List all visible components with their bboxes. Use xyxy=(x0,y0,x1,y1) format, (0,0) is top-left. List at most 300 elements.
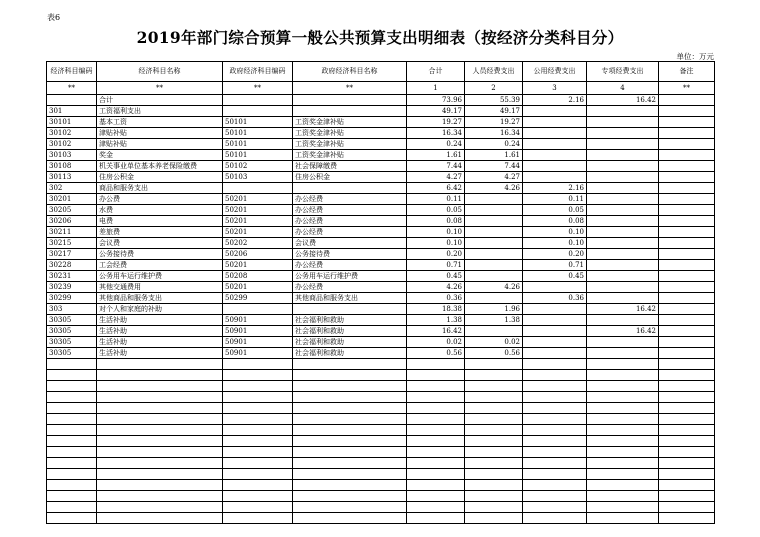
gov-name-cell: 会议费 xyxy=(293,238,407,249)
empty-cell xyxy=(293,513,407,524)
gov-code-cell: 50299 xyxy=(223,293,293,304)
empty-cell xyxy=(659,469,715,480)
empty-cell xyxy=(659,458,715,469)
empty-cell xyxy=(97,370,223,381)
gov-name-cell: 公务用车运行维护费 xyxy=(293,271,407,282)
empty-cell xyxy=(465,425,523,436)
empty-cell xyxy=(523,359,587,370)
empty-cell xyxy=(587,392,659,403)
personnel-cell: 49.17 xyxy=(465,106,523,117)
col-header-note: 备注 xyxy=(659,62,715,82)
public-cell xyxy=(523,348,587,359)
unit-label: 单位：万元 xyxy=(676,52,714,61)
econ-code-cell: 30113 xyxy=(47,172,97,183)
note-cell xyxy=(659,117,715,128)
econ-name-cell: 基本工资 xyxy=(97,117,223,128)
special-cell xyxy=(587,315,659,326)
table-row xyxy=(47,227,715,238)
empty-row xyxy=(47,359,715,370)
note-cell xyxy=(659,106,715,117)
empty-cell xyxy=(523,381,587,392)
total-cell: 0.36 xyxy=(407,293,465,304)
special-cell xyxy=(587,117,659,128)
special-cell xyxy=(587,249,659,260)
empty-cell xyxy=(587,403,659,414)
econ-code-cell: 30305 xyxy=(47,337,97,348)
total-cell: 18.38 xyxy=(407,304,465,315)
empty-cell xyxy=(223,359,293,370)
econ-name-cell: 会议费 xyxy=(97,238,223,249)
special-cell xyxy=(587,238,659,249)
note-cell xyxy=(659,326,715,337)
public-cell: 0.20 xyxy=(523,249,587,260)
gov-code-cell: 50201 xyxy=(223,194,293,205)
empty-row xyxy=(47,392,715,403)
total-cell: 4.26 xyxy=(407,282,465,293)
econ-code-cell: 30228 xyxy=(47,260,97,271)
empty-cell xyxy=(523,491,587,502)
econ-name-cell: 工会经费 xyxy=(97,260,223,271)
empty-cell xyxy=(659,480,715,491)
total-cell: 7.44 xyxy=(407,161,465,172)
econ-code-cell xyxy=(47,95,97,106)
econ-code-cell: 301 xyxy=(47,106,97,117)
expenditure-table xyxy=(46,61,715,524)
public-cell xyxy=(523,150,587,161)
econ-code-cell: 30217 xyxy=(47,249,97,260)
empty-cell xyxy=(223,469,293,480)
econ-code-cell: 30101 xyxy=(47,117,97,128)
empty-cell xyxy=(223,392,293,403)
public-cell xyxy=(523,326,587,337)
empty-cell xyxy=(465,359,523,370)
empty-cell xyxy=(97,458,223,469)
econ-name-cell: 商品和服务支出 xyxy=(97,183,223,194)
empty-cell xyxy=(223,447,293,458)
empty-cell xyxy=(293,414,407,425)
table-row xyxy=(47,216,715,227)
empty-cell xyxy=(659,414,715,425)
total-cell: 49.17 xyxy=(407,106,465,117)
personnel-cell: 0.56 xyxy=(465,348,523,359)
empty-cell xyxy=(97,502,223,513)
empty-cell xyxy=(587,359,659,370)
public-cell xyxy=(523,128,587,139)
empty-cell xyxy=(97,480,223,491)
personnel-cell xyxy=(465,293,523,304)
empty-cell xyxy=(47,491,97,502)
empty-cell xyxy=(407,469,465,480)
empty-cell xyxy=(293,403,407,414)
gov-code-cell: 50102 xyxy=(223,161,293,172)
empty-cell xyxy=(47,469,97,480)
gov-name-cell: 社会保障缴费 xyxy=(293,161,407,172)
econ-code-cell: 30215 xyxy=(47,238,97,249)
empty-row xyxy=(47,469,715,480)
special-cell xyxy=(587,216,659,227)
empty-cell xyxy=(523,425,587,436)
empty-cell xyxy=(523,414,587,425)
econ-code-cell: 30102 xyxy=(47,128,97,139)
note-cell xyxy=(659,271,715,282)
empty-row xyxy=(47,491,715,502)
public-cell: 0.45 xyxy=(523,271,587,282)
empty-cell xyxy=(587,414,659,425)
empty-cell xyxy=(223,425,293,436)
personnel-cell: 7.44 xyxy=(465,161,523,172)
empty-cell xyxy=(659,502,715,513)
gov-name-cell: 社会福利和救助 xyxy=(293,337,407,348)
table-row xyxy=(47,128,715,139)
personnel-cell: 4.26 xyxy=(465,183,523,194)
empty-cell xyxy=(293,502,407,513)
empty-cell xyxy=(47,447,97,458)
special-cell xyxy=(587,161,659,172)
note-cell xyxy=(659,304,715,315)
col-header-total: 合计 xyxy=(407,62,465,82)
empty-row xyxy=(47,480,715,491)
total-cell: 0.20 xyxy=(407,249,465,260)
total-cell: 0.71 xyxy=(407,260,465,271)
table-row xyxy=(47,238,715,249)
public-cell xyxy=(523,337,587,348)
marker-cell: ** xyxy=(47,82,97,95)
public-cell xyxy=(523,161,587,172)
gov-code-cell: 50101 xyxy=(223,139,293,150)
empty-cell xyxy=(293,480,407,491)
empty-cell xyxy=(97,392,223,403)
empty-cell xyxy=(587,513,659,524)
empty-cell xyxy=(465,458,523,469)
col-header-econ-code: 经济科目编码 xyxy=(47,62,97,82)
gov-name-cell: 社会福利和救助 xyxy=(293,348,407,359)
empty-cell xyxy=(97,414,223,425)
econ-code-cell: 30102 xyxy=(47,139,97,150)
empty-row xyxy=(47,381,715,392)
total-cell: 1.38 xyxy=(407,315,465,326)
empty-cell xyxy=(587,491,659,502)
personnel-cell xyxy=(465,271,523,282)
econ-code-cell: 30103 xyxy=(47,150,97,161)
empty-cell xyxy=(523,480,587,491)
total-cell: 0.05 xyxy=(407,205,465,216)
gov-name-cell: 其他商品和服务支出 xyxy=(293,293,407,304)
public-cell: 2.16 xyxy=(523,183,587,194)
gov-name-cell: 工资奖金津补贴 xyxy=(293,128,407,139)
special-cell xyxy=(587,150,659,161)
group-row xyxy=(47,183,715,194)
total-cell: 0.56 xyxy=(407,348,465,359)
empty-cell xyxy=(407,491,465,502)
empty-cell xyxy=(523,392,587,403)
empty-cell xyxy=(587,458,659,469)
econ-code-cell: 30201 xyxy=(47,194,97,205)
econ-name-cell: 合计 xyxy=(97,95,223,106)
col-header-special: 专项经费支出 xyxy=(587,62,659,82)
econ-name-cell: 机关事业单位基本养老保险缴费 xyxy=(97,161,223,172)
econ-name-cell: 公务用车运行维护费 xyxy=(97,271,223,282)
econ-name-cell: 对个人和家庭的补助 xyxy=(97,304,223,315)
total-row xyxy=(47,95,715,106)
marker-cell: 1 xyxy=(407,82,465,95)
empty-cell xyxy=(293,359,407,370)
col-header-gov-code: 政府经济科目编码 xyxy=(223,62,293,82)
empty-cell xyxy=(223,403,293,414)
empty-cell xyxy=(465,403,523,414)
personnel-cell: 55.39 xyxy=(465,95,523,106)
table-row xyxy=(47,172,715,183)
econ-name-cell: 其他交通费用 xyxy=(97,282,223,293)
gov-code-cell: 50201 xyxy=(223,216,293,227)
public-cell: 0.11 xyxy=(523,194,587,205)
table-row xyxy=(47,205,715,216)
sheet-label: 表6 xyxy=(47,13,61,22)
gov-code-cell: 50101 xyxy=(223,128,293,139)
table-row xyxy=(47,161,715,172)
empty-cell xyxy=(293,469,407,480)
personnel-cell: 16.34 xyxy=(465,128,523,139)
public-cell xyxy=(523,117,587,128)
empty-cell xyxy=(407,425,465,436)
special-cell xyxy=(587,282,659,293)
gov-code-cell xyxy=(223,106,293,117)
marker-cell: 4 xyxy=(587,82,659,95)
empty-cell xyxy=(97,436,223,447)
econ-code-cell: 30108 xyxy=(47,161,97,172)
empty-cell xyxy=(47,403,97,414)
empty-cell xyxy=(97,469,223,480)
econ-name-cell: 工资福利支出 xyxy=(97,106,223,117)
empty-cell xyxy=(587,502,659,513)
empty-cell xyxy=(223,436,293,447)
empty-cell xyxy=(659,403,715,414)
special-cell xyxy=(587,139,659,150)
total-cell: 19.27 xyxy=(407,117,465,128)
page-title: 2019年部门综合预算一般公共预算支出明细表（按经济分类科目分） xyxy=(136,28,624,47)
special-cell xyxy=(587,172,659,183)
personnel-cell: 4.26 xyxy=(465,282,523,293)
total-cell: 16.42 xyxy=(407,326,465,337)
empty-cell xyxy=(465,502,523,513)
empty-cell xyxy=(293,381,407,392)
gov-code-cell: 50901 xyxy=(223,326,293,337)
empty-cell xyxy=(407,513,465,524)
empty-cell xyxy=(97,381,223,392)
note-cell xyxy=(659,282,715,293)
gov-code-cell: 50901 xyxy=(223,348,293,359)
col-header-econ-name: 经济科目名称 xyxy=(97,62,223,82)
gov-name-cell: 社会福利和救助 xyxy=(293,315,407,326)
table-row xyxy=(47,293,715,304)
empty-cell xyxy=(223,370,293,381)
econ-name-cell: 水费 xyxy=(97,205,223,216)
personnel-cell xyxy=(465,227,523,238)
empty-cell xyxy=(465,469,523,480)
special-cell: 16.42 xyxy=(587,95,659,106)
empty-cell xyxy=(47,480,97,491)
empty-cell xyxy=(407,359,465,370)
public-cell xyxy=(523,139,587,150)
table-row xyxy=(47,326,715,337)
total-cell: 0.10 xyxy=(407,227,465,238)
empty-row xyxy=(47,403,715,414)
table-row xyxy=(47,249,715,260)
personnel-cell: 1.61 xyxy=(465,150,523,161)
empty-cell xyxy=(293,370,407,381)
gov-name-cell: 办公经费 xyxy=(293,216,407,227)
empty-cell xyxy=(587,436,659,447)
econ-name-cell: 津贴补贴 xyxy=(97,128,223,139)
marker-cell: ** xyxy=(659,82,715,95)
econ-name-cell: 其他商品和服务支出 xyxy=(97,293,223,304)
special-cell xyxy=(587,194,659,205)
econ-code-cell: 30305 xyxy=(47,348,97,359)
empty-cell xyxy=(407,414,465,425)
empty-cell xyxy=(47,513,97,524)
marker-cell: 2 xyxy=(465,82,523,95)
empty-cell xyxy=(587,447,659,458)
empty-cell xyxy=(97,447,223,458)
marker-cell: ** xyxy=(293,82,407,95)
empty-cell xyxy=(293,458,407,469)
personnel-cell xyxy=(465,205,523,216)
total-cell: 0.02 xyxy=(407,337,465,348)
note-cell xyxy=(659,95,715,106)
total-cell: 0.45 xyxy=(407,271,465,282)
personnel-cell: 0.24 xyxy=(465,139,523,150)
gov-code-cell: 50103 xyxy=(223,172,293,183)
empty-row xyxy=(47,502,715,513)
empty-cell xyxy=(523,513,587,524)
gov-name-cell: 公务接待费 xyxy=(293,249,407,260)
gov-name-cell: 办公经费 xyxy=(293,227,407,238)
special-cell xyxy=(587,337,659,348)
econ-name-cell: 生活补助 xyxy=(97,326,223,337)
public-cell xyxy=(523,282,587,293)
personnel-cell xyxy=(465,194,523,205)
note-cell xyxy=(659,337,715,348)
total-cell: 6.42 xyxy=(407,183,465,194)
gov-code-cell: 50101 xyxy=(223,150,293,161)
econ-code-cell: 30239 xyxy=(47,282,97,293)
econ-code-cell: 30305 xyxy=(47,315,97,326)
empty-cell xyxy=(223,491,293,502)
empty-cell xyxy=(223,381,293,392)
note-cell xyxy=(659,172,715,183)
gov-code-cell: 50201 xyxy=(223,227,293,238)
empty-cell xyxy=(465,480,523,491)
empty-cell xyxy=(523,447,587,458)
empty-row xyxy=(47,425,715,436)
gov-name-cell: 工资奖金津补贴 xyxy=(293,139,407,150)
gov-code-cell: 50901 xyxy=(223,315,293,326)
note-cell xyxy=(659,139,715,150)
personnel-cell xyxy=(465,260,523,271)
note-cell xyxy=(659,216,715,227)
gov-code-cell: 50202 xyxy=(223,238,293,249)
econ-name-cell: 差旅费 xyxy=(97,227,223,238)
note-cell xyxy=(659,260,715,271)
gov-name-cell: 办公经费 xyxy=(293,260,407,271)
empty-row xyxy=(47,436,715,447)
empty-cell xyxy=(47,458,97,469)
personnel-cell xyxy=(465,216,523,227)
empty-cell xyxy=(47,381,97,392)
empty-cell xyxy=(659,491,715,502)
empty-cell xyxy=(407,458,465,469)
empty-cell xyxy=(97,491,223,502)
empty-cell xyxy=(407,403,465,414)
gov-name-cell: 工资奖金津补贴 xyxy=(293,150,407,161)
note-cell xyxy=(659,128,715,139)
personnel-cell: 0.02 xyxy=(465,337,523,348)
total-cell: 1.61 xyxy=(407,150,465,161)
note-cell xyxy=(659,315,715,326)
empty-cell xyxy=(223,480,293,491)
personnel-cell xyxy=(465,249,523,260)
empty-cell xyxy=(465,513,523,524)
empty-cell xyxy=(97,359,223,370)
gov-code-cell: 50901 xyxy=(223,337,293,348)
marker-cell: ** xyxy=(97,82,223,95)
empty-cell xyxy=(47,436,97,447)
econ-code-cell: 30205 xyxy=(47,205,97,216)
econ-name-cell: 电费 xyxy=(97,216,223,227)
econ-code-cell: 30305 xyxy=(47,326,97,337)
empty-cell xyxy=(523,469,587,480)
econ-code-cell: 30231 xyxy=(47,271,97,282)
table-row xyxy=(47,271,715,282)
empty-cell xyxy=(47,392,97,403)
gov-name-cell xyxy=(293,304,407,315)
special-cell xyxy=(587,348,659,359)
gov-code-cell: 50101 xyxy=(223,117,293,128)
empty-row xyxy=(47,513,715,524)
personnel-cell: 1.38 xyxy=(465,315,523,326)
table-row xyxy=(47,194,715,205)
empty-cell xyxy=(407,381,465,392)
empty-cell xyxy=(587,469,659,480)
empty-cell xyxy=(407,447,465,458)
empty-cell xyxy=(47,425,97,436)
total-cell: 0.24 xyxy=(407,139,465,150)
econ-name-cell: 办公费 xyxy=(97,194,223,205)
personnel-cell xyxy=(465,326,523,337)
empty-cell xyxy=(465,392,523,403)
note-cell xyxy=(659,194,715,205)
special-cell xyxy=(587,260,659,271)
empty-cell xyxy=(659,513,715,524)
personnel-cell: 1.96 xyxy=(465,304,523,315)
empty-cell xyxy=(47,359,97,370)
special-cell xyxy=(587,271,659,282)
special-cell xyxy=(587,128,659,139)
econ-name-cell: 生活补助 xyxy=(97,315,223,326)
econ-code-cell: 303 xyxy=(47,304,97,315)
empty-cell xyxy=(407,436,465,447)
empty-cell xyxy=(659,436,715,447)
econ-name-cell: 奖金 xyxy=(97,150,223,161)
empty-row xyxy=(47,447,715,458)
empty-cell xyxy=(407,370,465,381)
empty-cell xyxy=(97,425,223,436)
empty-cell xyxy=(659,359,715,370)
empty-cell xyxy=(659,381,715,392)
marker-row xyxy=(47,82,715,95)
personnel-cell: 4.27 xyxy=(465,172,523,183)
note-cell xyxy=(659,293,715,304)
total-cell: 0.10 xyxy=(407,238,465,249)
